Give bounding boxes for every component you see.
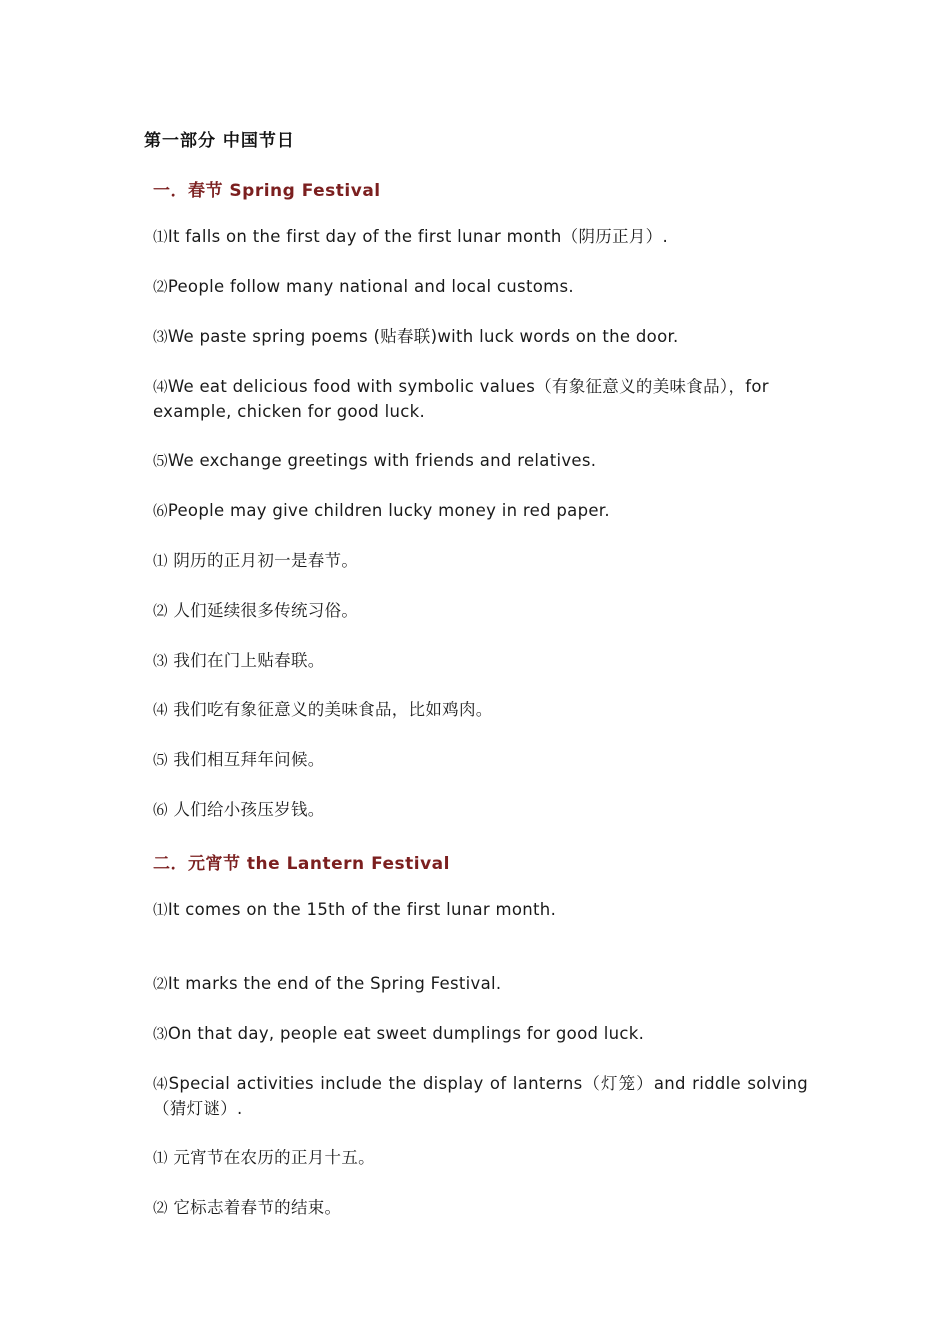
list-item [153,698,808,723]
item-text: 我们相互拜年问候。 [167,750,325,769]
item-text: 人们延续很多传统习俗。 [167,601,359,620]
item-number: ⑴ [153,1151,168,1167]
list-item [153,1146,808,1171]
item-text: We eat delicious food with symbolic values（有象征意义的美味食品），for example, chicken for good luck. [153,377,769,421]
item-text: 元宵节在农历的正月十五。 [167,1148,375,1167]
list-item [153,375,808,424]
item-text: We exchange greetings with friends and relatives. [167,451,597,470]
item-number: ⑶ [153,654,168,670]
list-item [153,225,808,250]
list-item [153,1022,808,1047]
item-number: ⑵ [153,977,168,993]
item-number: ⑵ [153,604,168,620]
section-title-spring-festival: 一．春节 Spring Festival [153,181,381,201]
list-item [153,748,808,773]
item-number: ⑴ [153,903,168,919]
item-text: 我们在门上贴春联。 [167,651,325,670]
item-text: 人们给小孩压岁钱。 [167,800,325,819]
item-number: ⑶ [153,330,168,346]
list-item [153,549,808,574]
item-text: 阴历的正月初一是春节。 [167,551,359,570]
item-number: ⑹ [153,504,168,520]
item-text: On that day, people eat sweet dumplings for good luck. [167,1024,645,1043]
list-item [153,798,808,823]
list-item [153,325,808,350]
item-text: People follow many national and local customs. [167,277,574,296]
part-title: 第一部分 中国节日 [144,131,295,151]
list-item [153,649,808,674]
list-item [153,275,808,300]
list-item [153,599,808,624]
item-text: Special activities include the display of lanterns（灯笼）and riddle solving（猜灯谜）. [153,1074,808,1118]
list-item [153,972,808,997]
section-title-lantern-festival: 二．元宵节 the Lantern Festival [153,854,450,874]
list-item [153,1072,808,1121]
item-number: ⑴ [153,230,168,246]
item-number: ⑷ [153,703,168,719]
item-text: It comes on the 15th of the first lunar month. [167,900,557,919]
list-item [153,499,808,524]
item-number: ⑵ [153,1201,168,1217]
item-number: ⑹ [153,803,168,819]
list-item [153,898,808,923]
item-text: We paste spring poems (贴春联)with luck words on the door. [167,327,679,346]
item-text: People may give children lucky money in red paper. [167,501,610,520]
item-number: ⑸ [153,753,168,769]
item-text: It marks the end of the Spring Festival. [167,974,502,993]
item-number: ⑷ [153,380,168,396]
item-number: ⑷ [153,1077,169,1093]
item-number: ⑶ [153,1027,168,1043]
item-number: ⑸ [153,454,168,470]
item-text: 我们吃有象征意义的美味食品，比如鸡肉。 [167,700,493,719]
item-text: It falls on the first day of the first lunar month（阴历正月）. [167,227,669,246]
list-item [153,449,808,474]
item-number: ⑵ [153,280,168,296]
item-text: 它标志着春节的结束。 [167,1198,342,1217]
list-item [153,1196,808,1221]
item-number: ⑴ [153,554,168,570]
